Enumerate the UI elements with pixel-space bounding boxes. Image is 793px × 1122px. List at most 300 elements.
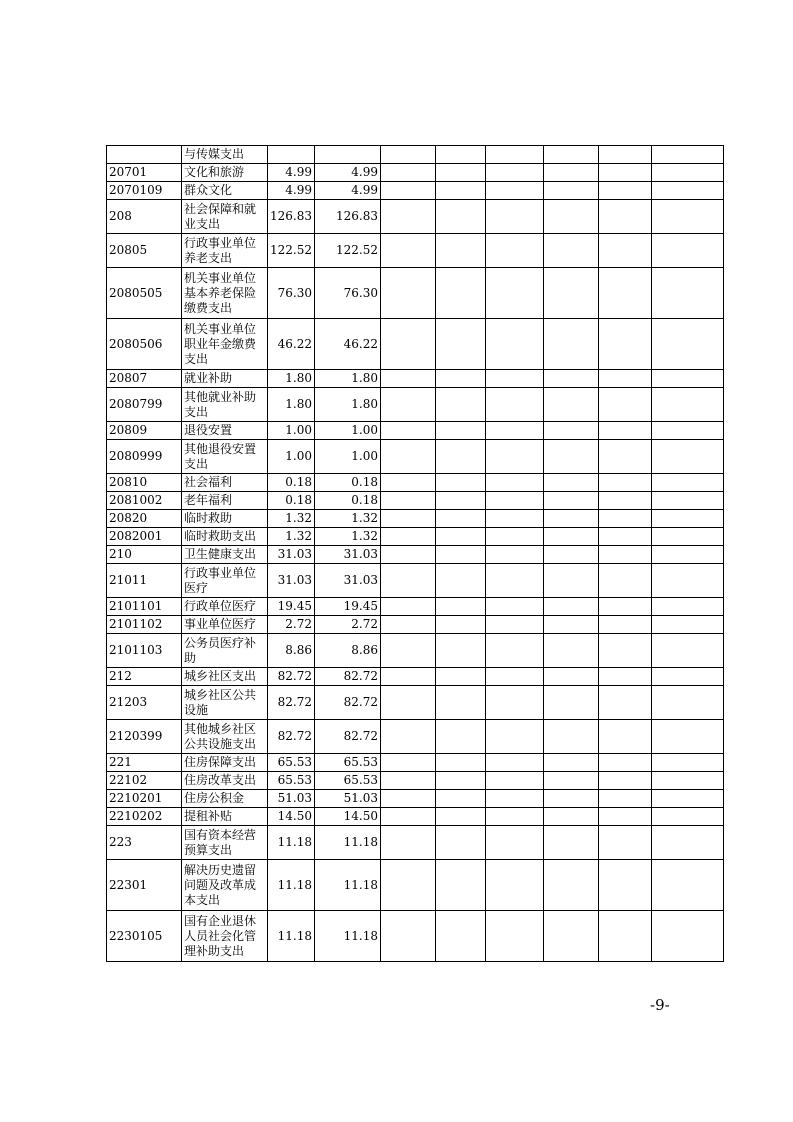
empty-cell — [381, 146, 436, 164]
subject-name-cell: 提租补贴 — [182, 808, 268, 826]
subject-code-cell: 212 — [107, 668, 182, 686]
subject-code-cell: 2080505 — [107, 268, 182, 319]
empty-cell — [436, 200, 486, 234]
empty-cell — [652, 268, 724, 319]
table-row — [107, 564, 724, 598]
total-amount-cell: 0.18 — [268, 474, 315, 492]
empty-cell — [436, 668, 486, 686]
empty-cell — [381, 911, 436, 962]
basic-expenditure-cell: 82.72 — [315, 686, 381, 720]
empty-cell — [652, 808, 724, 826]
table-row — [107, 268, 724, 319]
empty-cell — [599, 598, 652, 616]
empty-cell — [544, 319, 599, 370]
empty-cell — [486, 268, 544, 319]
empty-cell — [652, 772, 724, 790]
empty-cell — [544, 616, 599, 634]
empty-cell — [381, 510, 436, 528]
basic-expenditure-cell: 4.99 — [315, 182, 381, 200]
subject-name-cell: 就业补助 — [182, 370, 268, 388]
empty-cell — [436, 911, 486, 962]
basic-expenditure-cell: 8.86 — [315, 634, 381, 668]
empty-cell — [544, 370, 599, 388]
empty-cell — [652, 510, 724, 528]
basic-expenditure-cell: 126.83 — [315, 200, 381, 234]
empty-cell — [436, 528, 486, 546]
empty-cell — [436, 546, 486, 564]
table-row — [107, 686, 724, 720]
empty-cell — [544, 164, 599, 182]
table-row — [107, 616, 724, 634]
table-row — [107, 826, 724, 860]
subject-name-cell: 住房保障支出 — [182, 754, 268, 772]
subject-code-cell: 223 — [107, 826, 182, 860]
empty-cell — [486, 440, 544, 474]
total-amount-cell: 82.72 — [268, 668, 315, 686]
empty-cell — [544, 634, 599, 668]
subject-name-cell: 其他退役安置支出 — [182, 440, 268, 474]
empty-cell — [544, 200, 599, 234]
empty-cell — [381, 564, 436, 598]
subject-code-cell: 21011 — [107, 564, 182, 598]
subject-code-cell — [107, 146, 182, 164]
subject-code-cell: 22301 — [107, 860, 182, 911]
subject-code-cell: 2210201 — [107, 790, 182, 808]
total-amount-cell: 19.45 — [268, 598, 315, 616]
empty-cell — [436, 492, 486, 510]
empty-cell — [436, 808, 486, 826]
basic-expenditure-cell: 11.18 — [315, 911, 381, 962]
empty-cell — [652, 146, 724, 164]
empty-cell — [652, 546, 724, 564]
empty-cell — [652, 860, 724, 911]
total-amount-cell: 65.53 — [268, 754, 315, 772]
empty-cell — [381, 616, 436, 634]
empty-cell — [436, 474, 486, 492]
empty-cell — [486, 634, 544, 668]
empty-cell — [436, 268, 486, 319]
basic-expenditure-cell: 82.72 — [315, 720, 381, 754]
table-row — [107, 911, 724, 962]
empty-cell — [486, 474, 544, 492]
subject-name-cell: 卫生健康支出 — [182, 546, 268, 564]
empty-cell — [486, 370, 544, 388]
empty-cell — [381, 808, 436, 826]
basic-expenditure-cell: 31.03 — [315, 546, 381, 564]
subject-name-cell: 其他就业补助支出 — [182, 388, 268, 422]
empty-cell — [599, 808, 652, 826]
empty-cell — [544, 772, 599, 790]
subject-name-cell: 机关事业单位职业年金缴费支出 — [182, 319, 268, 370]
empty-cell — [652, 164, 724, 182]
total-amount-cell: 4.99 — [268, 182, 315, 200]
empty-cell — [436, 234, 486, 268]
basic-expenditure-cell: 51.03 — [315, 790, 381, 808]
empty-cell — [599, 911, 652, 962]
subject-name-cell: 临时救助 — [182, 510, 268, 528]
empty-cell — [652, 634, 724, 668]
empty-cell — [599, 200, 652, 234]
table-row — [107, 598, 724, 616]
subject-code-cell: 2080506 — [107, 319, 182, 370]
table-row — [107, 492, 724, 510]
empty-cell — [436, 754, 486, 772]
subject-code-cell: 21203 — [107, 686, 182, 720]
subject-code-cell: 2080999 — [107, 440, 182, 474]
empty-cell — [486, 754, 544, 772]
subject-name-cell: 国有企业退休人员社会化管理补助支出 — [182, 911, 268, 962]
empty-cell — [381, 234, 436, 268]
empty-cell — [544, 474, 599, 492]
budget-table — [106, 145, 724, 962]
total-amount-cell: 1.32 — [268, 528, 315, 546]
subject-name-cell: 公务员医疗补助 — [182, 634, 268, 668]
empty-cell — [652, 528, 724, 546]
empty-cell — [599, 474, 652, 492]
total-amount-cell: 0.18 — [268, 492, 315, 510]
subject-code-cell: 2230105 — [107, 911, 182, 962]
subject-name-cell: 事业单位医疗 — [182, 616, 268, 634]
total-amount-cell: 1.00 — [268, 440, 315, 474]
empty-cell — [381, 720, 436, 754]
empty-cell — [381, 319, 436, 370]
table-row — [107, 388, 724, 422]
empty-cell — [652, 200, 724, 234]
table-row — [107, 772, 724, 790]
empty-cell — [544, 808, 599, 826]
subject-code-cell: 2101103 — [107, 634, 182, 668]
basic-expenditure-cell: 0.18 — [315, 474, 381, 492]
table-row — [107, 422, 724, 440]
empty-cell — [486, 182, 544, 200]
empty-cell — [652, 319, 724, 370]
subject-code-cell: 2080799 — [107, 388, 182, 422]
empty-cell — [436, 720, 486, 754]
empty-cell — [599, 564, 652, 598]
empty-cell — [599, 668, 652, 686]
basic-expenditure-cell: 122.52 — [315, 234, 381, 268]
empty-cell — [652, 616, 724, 634]
empty-cell — [544, 510, 599, 528]
table-row — [107, 370, 724, 388]
subject-code-cell: 20809 — [107, 422, 182, 440]
empty-cell — [436, 319, 486, 370]
basic-expenditure-cell: 1.32 — [315, 528, 381, 546]
basic-expenditure-cell: 46.22 — [315, 319, 381, 370]
empty-cell — [436, 370, 486, 388]
table-row — [107, 234, 724, 268]
empty-cell — [381, 440, 436, 474]
empty-cell — [436, 388, 486, 422]
basic-expenditure-cell: 1.80 — [315, 388, 381, 422]
empty-cell — [436, 790, 486, 808]
empty-cell — [652, 668, 724, 686]
empty-cell — [652, 182, 724, 200]
subject-name-cell: 老年福利 — [182, 492, 268, 510]
empty-cell — [652, 720, 724, 754]
subject-code-cell: 2081002 — [107, 492, 182, 510]
total-amount-cell: 4.99 — [268, 164, 315, 182]
empty-cell — [436, 182, 486, 200]
basic-expenditure-cell: 14.50 — [315, 808, 381, 826]
empty-cell — [599, 234, 652, 268]
subject-name-cell: 城乡社区支出 — [182, 668, 268, 686]
total-amount-cell: 8.86 — [268, 634, 315, 668]
empty-cell — [436, 146, 486, 164]
empty-cell — [436, 164, 486, 182]
empty-cell — [381, 598, 436, 616]
basic-expenditure-cell — [315, 146, 381, 164]
empty-cell — [436, 634, 486, 668]
basic-expenditure-cell: 19.45 — [315, 598, 381, 616]
subject-name-cell: 行政事业单位医疗 — [182, 564, 268, 598]
subject-name-cell: 机关事业单位基本养老保险缴费支出 — [182, 268, 268, 319]
subject-name-cell: 国有资本经营预算支出 — [182, 826, 268, 860]
empty-cell — [486, 319, 544, 370]
empty-cell — [652, 598, 724, 616]
empty-cell — [486, 616, 544, 634]
page-number: -9- — [650, 996, 670, 1014]
empty-cell — [652, 686, 724, 720]
subject-name-cell: 群众文化 — [182, 182, 268, 200]
table-row — [107, 182, 724, 200]
basic-expenditure-cell: 1.80 — [315, 370, 381, 388]
empty-cell — [486, 164, 544, 182]
subject-name-cell: 临时救助支出 — [182, 528, 268, 546]
empty-cell — [436, 772, 486, 790]
subject-name-cell: 社会福利 — [182, 474, 268, 492]
subject-code-cell: 20807 — [107, 370, 182, 388]
total-amount-cell: 1.32 — [268, 510, 315, 528]
empty-cell — [486, 808, 544, 826]
subject-code-cell: 2120399 — [107, 720, 182, 754]
empty-cell — [599, 422, 652, 440]
total-amount-cell: 82.72 — [268, 686, 315, 720]
empty-cell — [381, 370, 436, 388]
empty-cell — [544, 440, 599, 474]
subject-code-cell: 210 — [107, 546, 182, 564]
empty-cell — [486, 564, 544, 598]
subject-code-cell: 20810 — [107, 474, 182, 492]
empty-cell — [544, 668, 599, 686]
empty-cell — [436, 510, 486, 528]
empty-cell — [486, 911, 544, 962]
subject-name-cell: 解决历史遗留问题及改革成本支出 — [182, 860, 268, 911]
empty-cell — [599, 440, 652, 474]
empty-cell — [381, 492, 436, 510]
total-amount-cell — [268, 146, 315, 164]
empty-cell — [486, 510, 544, 528]
empty-cell — [436, 564, 486, 598]
basic-expenditure-cell: 2.72 — [315, 616, 381, 634]
empty-cell — [486, 234, 544, 268]
empty-cell — [486, 790, 544, 808]
empty-cell — [599, 528, 652, 546]
empty-cell — [599, 546, 652, 564]
empty-cell — [599, 268, 652, 319]
empty-cell — [544, 182, 599, 200]
total-amount-cell: 31.03 — [268, 564, 315, 598]
empty-cell — [381, 772, 436, 790]
subject-name-cell: 与传媒支出 — [182, 146, 268, 164]
table-row — [107, 860, 724, 911]
empty-cell — [599, 634, 652, 668]
empty-cell — [544, 826, 599, 860]
empty-cell — [486, 546, 544, 564]
empty-cell — [544, 790, 599, 808]
basic-expenditure-cell: 0.18 — [315, 492, 381, 510]
empty-cell — [599, 686, 652, 720]
subject-name-cell: 行政单位医疗 — [182, 598, 268, 616]
empty-cell — [599, 826, 652, 860]
empty-cell — [486, 388, 544, 422]
subject-name-cell: 社会保障和就业支出 — [182, 200, 268, 234]
subject-code-cell: 20805 — [107, 234, 182, 268]
empty-cell — [436, 422, 486, 440]
subject-name-cell: 住房公积金 — [182, 790, 268, 808]
basic-expenditure-cell: 1.32 — [315, 510, 381, 528]
subject-code-cell: 20820 — [107, 510, 182, 528]
empty-cell — [599, 319, 652, 370]
empty-cell — [599, 754, 652, 772]
empty-cell — [652, 440, 724, 474]
table-row — [107, 668, 724, 686]
subject-name-cell: 行政事业单位养老支出 — [182, 234, 268, 268]
table-row — [107, 720, 724, 754]
empty-cell — [599, 388, 652, 422]
empty-cell — [652, 234, 724, 268]
empty-cell — [599, 146, 652, 164]
empty-cell — [381, 546, 436, 564]
empty-cell — [381, 634, 436, 668]
total-amount-cell: 1.80 — [268, 370, 315, 388]
empty-cell — [486, 598, 544, 616]
empty-cell — [599, 370, 652, 388]
empty-cell — [381, 826, 436, 860]
empty-cell — [544, 422, 599, 440]
total-amount-cell: 51.03 — [268, 790, 315, 808]
empty-cell — [436, 686, 486, 720]
empty-cell — [544, 911, 599, 962]
empty-cell — [652, 474, 724, 492]
subject-code-cell: 2101101 — [107, 598, 182, 616]
empty-cell — [652, 564, 724, 598]
table-row — [107, 510, 724, 528]
total-amount-cell: 11.18 — [268, 911, 315, 962]
empty-cell — [599, 720, 652, 754]
empty-cell — [436, 616, 486, 634]
table-row — [107, 790, 724, 808]
empty-cell — [486, 826, 544, 860]
basic-expenditure-cell: 82.72 — [315, 668, 381, 686]
empty-cell — [652, 492, 724, 510]
empty-cell — [381, 668, 436, 686]
subject-code-cell: 2101102 — [107, 616, 182, 634]
empty-cell — [652, 388, 724, 422]
empty-cell — [381, 860, 436, 911]
empty-cell — [486, 146, 544, 164]
subject-code-cell: 208 — [107, 200, 182, 234]
empty-cell — [652, 370, 724, 388]
empty-cell — [486, 720, 544, 754]
total-amount-cell: 65.53 — [268, 772, 315, 790]
empty-cell — [486, 422, 544, 440]
total-amount-cell: 31.03 — [268, 546, 315, 564]
basic-expenditure-cell: 1.00 — [315, 422, 381, 440]
empty-cell — [486, 528, 544, 546]
empty-cell — [381, 182, 436, 200]
empty-cell — [436, 440, 486, 474]
table-row — [107, 754, 724, 772]
total-amount-cell: 14.50 — [268, 808, 315, 826]
empty-cell — [544, 564, 599, 598]
empty-cell — [652, 790, 724, 808]
empty-cell — [544, 754, 599, 772]
basic-expenditure-cell: 1.00 — [315, 440, 381, 474]
empty-cell — [381, 422, 436, 440]
empty-cell — [652, 754, 724, 772]
total-amount-cell: 1.00 — [268, 422, 315, 440]
table-row — [107, 808, 724, 826]
subject-name-cell: 文化和旅游 — [182, 164, 268, 182]
empty-cell — [486, 492, 544, 510]
subject-code-cell: 2070109 — [107, 182, 182, 200]
basic-expenditure-cell: 11.18 — [315, 860, 381, 911]
table-row — [107, 146, 724, 164]
empty-cell — [486, 686, 544, 720]
subject-code-cell: 22102 — [107, 772, 182, 790]
total-amount-cell: 46.22 — [268, 319, 315, 370]
basic-expenditure-cell: 65.53 — [315, 754, 381, 772]
empty-cell — [544, 388, 599, 422]
subject-name-cell: 其他城乡社区公共设施支出 — [182, 720, 268, 754]
empty-cell — [381, 388, 436, 422]
empty-cell — [436, 826, 486, 860]
empty-cell — [381, 200, 436, 234]
total-amount-cell: 122.52 — [268, 234, 315, 268]
empty-cell — [486, 772, 544, 790]
empty-cell — [544, 546, 599, 564]
table-row — [107, 634, 724, 668]
basic-expenditure-cell: 4.99 — [315, 164, 381, 182]
subject-name-cell: 退役安置 — [182, 422, 268, 440]
empty-cell — [486, 860, 544, 911]
empty-cell — [544, 860, 599, 911]
subject-code-cell: 221 — [107, 754, 182, 772]
empty-cell — [381, 164, 436, 182]
empty-cell — [599, 860, 652, 911]
total-amount-cell: 1.80 — [268, 388, 315, 422]
subject-code-cell: 20701 — [107, 164, 182, 182]
total-amount-cell: 126.83 — [268, 200, 315, 234]
empty-cell — [544, 528, 599, 546]
empty-cell — [486, 200, 544, 234]
total-amount-cell: 76.30 — [268, 268, 315, 319]
empty-cell — [544, 598, 599, 616]
table-row — [107, 200, 724, 234]
empty-cell — [652, 826, 724, 860]
table-row — [107, 440, 724, 474]
table-row — [107, 164, 724, 182]
subject-code-cell: 2210202 — [107, 808, 182, 826]
total-amount-cell: 82.72 — [268, 720, 315, 754]
basic-expenditure-cell: 76.30 — [315, 268, 381, 319]
empty-cell — [381, 754, 436, 772]
table-row — [107, 546, 724, 564]
empty-cell — [599, 510, 652, 528]
empty-cell — [381, 528, 436, 546]
empty-cell — [381, 686, 436, 720]
